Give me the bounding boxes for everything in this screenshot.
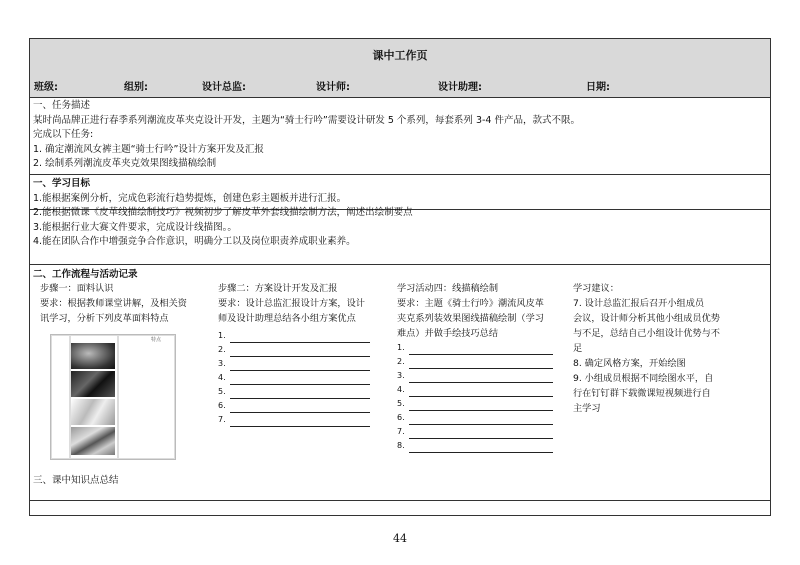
group-label: 组别:: [124, 82, 148, 93]
class-label: 班级:: [34, 82, 58, 93]
assistant-label: 设计助理:: [438, 82, 482, 93]
step2-req: 师及设计助理总结各小组方案优点: [218, 313, 356, 324]
goals-section: [30, 174, 770, 265]
answer-line[interactable]: 1.: [218, 329, 388, 343]
worksheet-title: [30, 39, 770, 71]
task-item: 2. 绘制系列潮流皮革夹克效果图线描稿绘制: [33, 158, 217, 169]
step4-req: 夹克系列装效果图线描稿绘制（学习: [397, 313, 544, 324]
goals-heading: 一、学习目标: [33, 178, 91, 189]
summary-section: [30, 501, 770, 517]
step1-title: 步骤一：面料认识: [40, 283, 114, 294]
leather-sample-image: [71, 427, 115, 455]
date-label: 日期:: [586, 82, 610, 93]
summary-heading: 三、课中知识点总结: [33, 475, 119, 486]
answer-line[interactable]: 7.: [218, 413, 388, 427]
director-label: 设计总监:: [202, 82, 246, 93]
fabric-sample-table: [50, 334, 176, 460]
answer-line[interactable]: 4.: [397, 383, 567, 397]
answer-line[interactable]: 8.: [397, 439, 567, 453]
answer-line[interactable]: 2.: [397, 355, 567, 369]
task-item: 1. 确定潮流风女裤主题“骑士行吟”设计方案开发及汇报: [33, 143, 264, 155]
advice-line: 行在钉钉群下载微课短视频进行自: [573, 388, 711, 399]
goal-item: 4.能在团队合作中增强竞争合作意识，明确分工以及岗位职责养成职业素养。: [33, 236, 356, 247]
answer-line[interactable]: 5.: [218, 385, 388, 399]
advice-line: 足: [573, 343, 583, 354]
answer-line[interactable]: 4.: [218, 371, 388, 385]
advice-line: 8. 确定风格方案，开始绘图: [573, 358, 686, 369]
advice-line: 会议，设计师分析其他小组成员优势: [573, 313, 720, 324]
page-number: 44: [393, 532, 407, 545]
workflow-heading: 二、工作流程与活动记录: [33, 269, 138, 280]
task-heading: 一、任务描述: [33, 100, 91, 111]
title-text: 课中工作页: [372, 48, 428, 62]
goal-item: 3.能根据行业大赛文件要求，完成设计线描图。。: [33, 221, 237, 233]
step2-title: 步骤二：方案设计开发及汇报: [218, 283, 338, 294]
step1-column: [40, 281, 210, 326]
designer-label: 设计师:: [316, 82, 350, 93]
answer-line[interactable]: 2.: [218, 343, 388, 357]
step4-title: 学习活动四：线描稿绘制: [397, 283, 499, 294]
step2-column: [218, 281, 388, 427]
answer-line[interactable]: 6.: [397, 411, 567, 425]
advice-line: 主学习: [573, 403, 601, 414]
goal-item: 2.能根据微课《皮革线描绘制技巧》视频初步了解皮革外套线描绘制方法，阐述出绘制要点: [33, 207, 413, 218]
advice-line: 与不足，总结自己小组设计优势与不: [573, 328, 720, 339]
answer-line[interactable]: 3.: [218, 357, 388, 371]
answer-line[interactable]: 6.: [218, 399, 388, 413]
advice-column: [573, 281, 743, 416]
step1-req: 要求：根据教师课堂讲解，及相关资: [40, 298, 187, 309]
goal-item: 1.能根据案例分析，完成色彩流行趋势提炼，创建色彩主题板并进行汇报。: [33, 192, 347, 204]
info-row: [30, 70, 770, 98]
step4-column: [397, 281, 567, 453]
leather-sample-image: [71, 343, 115, 369]
leather-sample-image: [71, 399, 115, 425]
task-complete-label: 完成以下任务:: [33, 129, 94, 140]
answer-line[interactable]: 5.: [397, 397, 567, 411]
step2-req: 要求：设计总监汇报设计方案，设计: [218, 298, 365, 309]
leather-sample-image: [71, 371, 115, 397]
answer-line[interactable]: 1.: [397, 341, 567, 355]
advice-line: 9. 小组成员根据不同绘图水平，自: [573, 373, 714, 384]
step4-req: 要求：主题《骑士行吟》潮流风皮革: [397, 298, 544, 309]
advice-line: 7. 设计总监汇报后召开小组成员: [573, 298, 705, 309]
answer-line[interactable]: 7.: [397, 425, 567, 439]
task-description: 某时尚品牌正进行春季系列潮流皮革夹克设计开发，主题为“骑士行吟”需要设计研发 5 个系列，每套系列 3-4 件产品，款式不限。: [33, 114, 580, 126]
answer-line[interactable]: 3.: [397, 369, 567, 383]
advice-title: 学习建议：: [573, 283, 619, 294]
table-header: 特点: [151, 337, 162, 343]
step1-req: 讯学习，分析下列皮革面料特点: [40, 313, 169, 324]
step4-req: 难点）并做手绘技巧总结: [397, 328, 499, 339]
